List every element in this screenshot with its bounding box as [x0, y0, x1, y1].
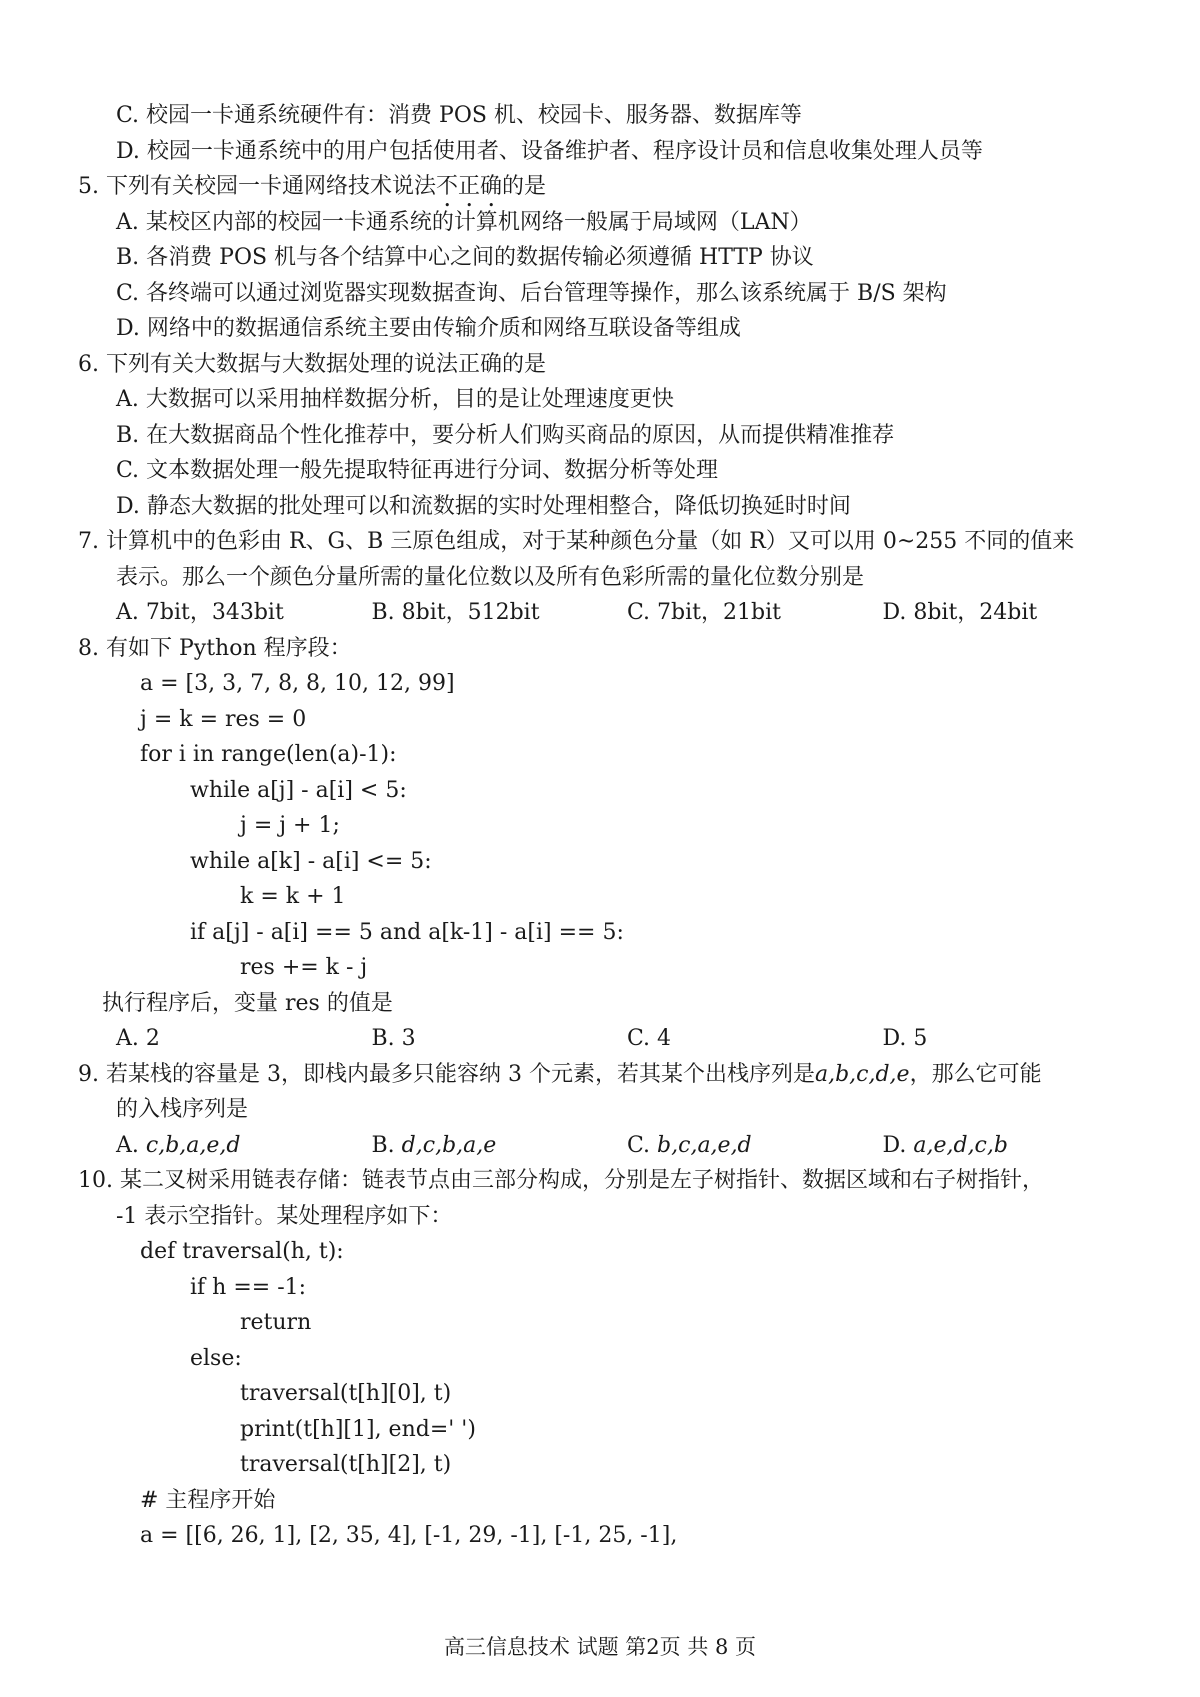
q7-stem-line1: 7. 计算机中的色彩由 R、G、B 三原色组成，对于某种颜色分量（如 R）又可以用 0~255 不同的值来 [78, 529, 1075, 554]
q7-option-a: A. 7bit，343bit [116, 600, 284, 625]
q8-options [78, 1021, 1138, 1057]
q8-code-line: a = [3, 3, 7, 8, 8, 10, 12, 99] [140, 671, 455, 696]
q10-code-line: def traversal(h, t): [140, 1239, 344, 1264]
q5-stem-emphasis: 不正确 [436, 174, 503, 199]
q10-code-line: a = [[6, 26, 1], [2, 35, 4], [-1, 29, -1], [-1, 25, -1], [140, 1523, 678, 1548]
q7-option-c: C. 7bit，21bit [627, 600, 781, 625]
page-footer: 高三信息技术 试题 第2页 共 8 页 [443, 1635, 757, 1659]
q9-stem-text: 9. 若某栈的容量是 3，即栈内最多只能容纳 3 个元素，若其某个出栈序列是 [78, 1061, 815, 1087]
q8-code-line: if a[j] - a[i] == 5 and a[k-1] - a[i] == 5: [190, 919, 624, 945]
q8-option-c: C. 4 [627, 1026, 672, 1051]
q10-stem-line1: 10. 某二叉树采用链表存储：链表节点由三部分构成，分别是左子树指针、数据区域和右子树指针， [78, 1168, 1044, 1193]
q9-stem-end: ，那么它可能 [909, 1061, 1042, 1087]
q9-stem-line1 [78, 1057, 1138, 1093]
q10-code-line: if h == -1: [190, 1274, 307, 1300]
q9-option-b-label: B. [371, 1132, 395, 1158]
q9-option-c-label: C. [627, 1132, 651, 1158]
q10-code-line: traversal(t[h][0], t) [240, 1381, 452, 1406]
q9-option-c [627, 1128, 883, 1164]
q10-code-line: traversal(t[h][2], t) [240, 1452, 452, 1477]
q8-stem: 8. 有如下 Python 程序段： [78, 635, 352, 661]
q8-code-line: while a[j] - a[i] < 5: [190, 777, 407, 803]
q6-option-b: B. 在大数据商品个性化推荐中，要分析人们购买商品的原因，从而提供精准推荐 [116, 422, 895, 448]
q6-option-c: C. 文本数据处理一般先提取特征再进行分词、数据分析等处理 [116, 458, 719, 483]
q7-option-d: D. 8bit，24bit [882, 600, 1038, 625]
q9-option-d-label: D. [882, 1132, 907, 1158]
q7-option-b: B. 8bit，512bit [371, 600, 540, 625]
q9-option-a-seq: c,b,a,e,d [145, 1132, 241, 1158]
q9-option-b [372, 1128, 628, 1164]
q8-code-line: while a[k] - a[i] <= 5: [190, 848, 432, 874]
q9-option-b-seq: d,c,b,a,e [401, 1132, 497, 1158]
q5-option-d: D. 网络中的数据通信系统主要由传输介质和网络互联设备等组成 [116, 316, 741, 341]
q8-code-line: for i in range(len(a)-1): [140, 742, 397, 767]
q8-option-d: D. 5 [882, 1026, 928, 1051]
q5-stem-text: 5. 下列有关校园一卡通网络技术说法 [78, 174, 436, 199]
q5-option-c: C. 各终端可以通过浏览器实现数据查询、后台管理等操作，那么该系统属于 B/S 架构 [116, 280, 947, 306]
q8-code-line: k = k + 1 [240, 884, 346, 909]
q5-stem-end: 的是 [502, 174, 547, 199]
q8-code-line: j = j + 1; [240, 813, 340, 838]
q9-option-a [116, 1128, 372, 1164]
q7-stem-line2: 表示。那么一个颜色分量所需的量化位数以及所有色彩所需的量化位数分别是 [116, 564, 865, 590]
q10-stem-line2: -1 表示空指针。某处理程序如下： [116, 1203, 453, 1229]
q8-code-line: j = k = res = 0 [140, 706, 307, 732]
q10-code-comment: # 主程序开始 [140, 1487, 276, 1513]
q7-options [78, 595, 1138, 631]
q5-stem [78, 169, 1138, 205]
q10-code-line: return [240, 1310, 312, 1335]
q9-stem-line2: 的入栈序列是 [116, 1097, 249, 1122]
q6-option-d: D. 静态大数据的批处理可以和流数据的实时处理相整合，降低切换延时时间 [116, 493, 851, 519]
q8-option-a: A. 2 [116, 1026, 160, 1051]
q4-option-c: C. 校园一卡通系统硬件有：消费 POS 机、校园卡、服务器、数据库等 [116, 103, 802, 128]
q8-code-line: res += k - j [240, 955, 368, 980]
q8-after-text: 执行程序后，变量 res 的值是 [102, 990, 393, 1016]
page-content [78, 98, 1138, 1554]
q4-option-d: D. 校园一卡通系统中的用户包括使用者、设备维护者、程序设计员和信息收集处理人员等 [116, 138, 983, 164]
q6-option-a: A. 大数据可以采用抽样数据分析，目的是让处理速度更快 [116, 387, 674, 412]
q9-options [78, 1128, 1138, 1164]
q10-code-line: else: [190, 1345, 242, 1371]
q9-option-a-label: A. [116, 1132, 139, 1158]
q5-option-a: A. 某校区内部的校园一卡通系统的计算机网络一般属于局域网（LAN） [116, 209, 812, 235]
q5-option-b: B. 各消费 POS 机与各个结算中心之间的数据传输必须遵循 HTTP 协议 [116, 245, 814, 270]
q9-option-d-seq: a,e,d,c,b [913, 1132, 1008, 1158]
q6-stem: 6. 下列有关大数据与大数据处理的说法正确的是 [78, 351, 546, 377]
q9-stem-sequence: a,b,c,d,e [814, 1061, 910, 1087]
q9-option-d [883, 1128, 1139, 1164]
q8-option-b: B. 3 [371, 1026, 416, 1051]
q10-code-line: print(t[h][1], end=' ') [240, 1416, 476, 1442]
q9-option-c-seq: b,c,a,e,d [657, 1132, 752, 1158]
